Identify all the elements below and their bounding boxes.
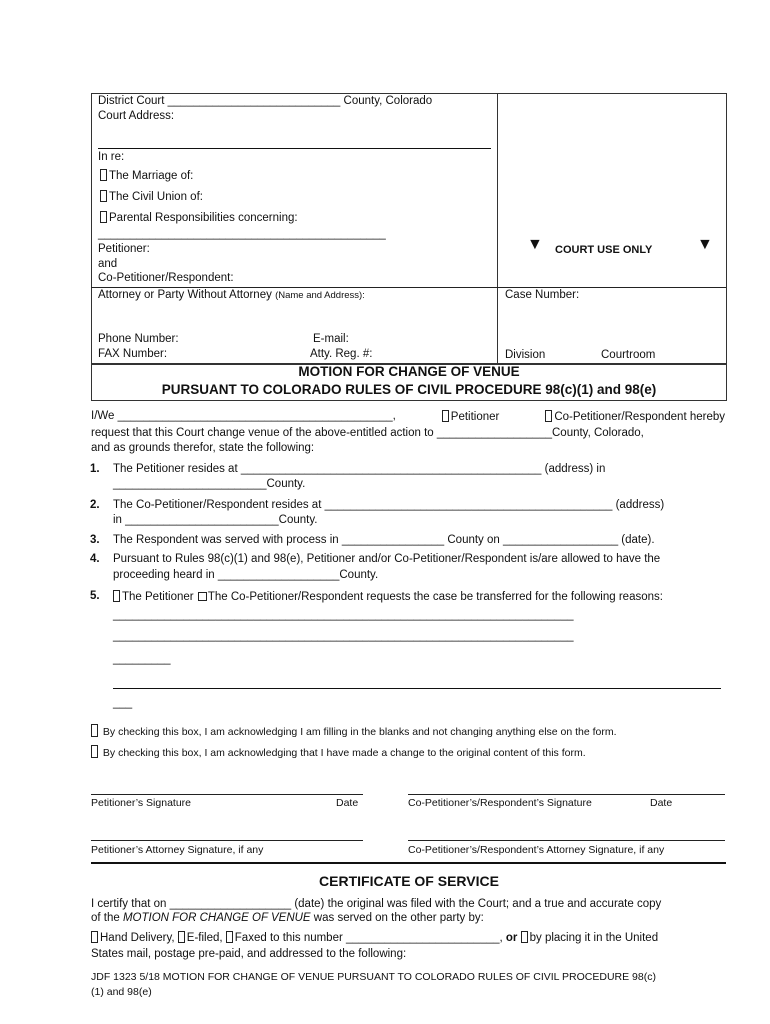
certificate-line2-suffix: was served on the other party by: (310, 912, 484, 924)
ack-2-label: By checking this box, I am acknowledging that I have made a change to the original content of this form. (102, 747, 586, 759)
title-line2: PURSUANT TO COLORADO RULES OF CIVIL PROCEDURE 98(c)(1) and 98(e) (161, 382, 657, 397)
ack-1-label: By checking this box, I am acknowledging I am filling in the blanks and not changing anything else on the form. (102, 726, 617, 738)
intro-line2: request that this Court change venue of the above-entitled action to __________________County, Colorado, (91, 427, 644, 439)
attorney-label-text: Attorney or Party Without Attorney (98, 289, 272, 301)
item-2-line2[interactable]: in ________________________County. (113, 514, 318, 526)
and-label: and (98, 258, 118, 270)
intro-copetitioner-checkbox[interactable] (545, 410, 552, 422)
item-5-line1 (113, 590, 663, 603)
ack-1[interactable] (91, 724, 617, 738)
certificate-line1[interactable]: I certify that on ___________________ (date) the original was filed with the Court; and a true and accurate copy (91, 898, 662, 910)
intro-petitioner-label: Petitioner (450, 411, 500, 423)
faxed-label[interactable]: Faxed to this number ________________________, (234, 932, 503, 944)
attorney-note: (Name and Address): (275, 290, 365, 301)
item-3-line1[interactable]: The Respondent was served with process in ________________ County on __________________ (date). (113, 534, 655, 546)
civil-union-checkbox[interactable] (100, 190, 107, 202)
intro-line3: and as grounds therefor, state the following: (91, 442, 315, 454)
intro-petitioner-option[interactable] (442, 410, 500, 423)
parental-checkbox[interactable] (100, 211, 107, 223)
caption-divider-attorney (91, 287, 726, 288)
hand-delivery-checkbox[interactable] (91, 931, 98, 943)
item-1-line2[interactable]: ________________________County. (113, 478, 306, 490)
petitioner-label: Petitioner: (98, 243, 150, 255)
petitioner-date-label: Date (336, 797, 359, 809)
item5-petitioner-checkbox[interactable] (113, 590, 120, 602)
email-label[interactable]: E-mail: (313, 333, 349, 345)
item-4-line1: Pursuant to Rules 98(c)(1) and 98(e), Petitioner and/or Co-Petitioner/Respondent is/are allowed to have the (113, 553, 661, 565)
certificate-line2-prefix: of the (91, 912, 123, 924)
reason-line-bold[interactable] (113, 688, 721, 689)
petitioner-signature-label: Petitioner’s Signature (91, 797, 192, 809)
court-line[interactable]: District Court ___________________________ County, Colorado (98, 95, 433, 107)
footer-line2: (1) and 98(e) (91, 986, 152, 998)
efiled-label: E-filed, (186, 932, 223, 944)
title-line1: MOTION FOR CHANGE OF VENUE (298, 364, 520, 379)
in-re-label: In re: (98, 151, 125, 163)
faxed-checkbox[interactable] (226, 931, 233, 943)
option-parental-label: Parental Responsibilities concerning: (109, 212, 298, 224)
marriage-checkbox[interactable] (100, 169, 107, 181)
intro-name-blank[interactable]: I/We ___________________________________________, (91, 410, 396, 422)
down-triangle-icon-left: ▼ (527, 236, 543, 253)
item-4-line2[interactable]: proceeding heard in ___________________County. (113, 569, 379, 581)
certificate-heading: CERTIFICATE OF SERVICE (319, 873, 499, 889)
intro-petitioner-checkbox[interactable] (442, 410, 449, 422)
item-5-number: 5. (90, 590, 100, 602)
mail-checkbox[interactable] (521, 931, 528, 943)
court-use-only: COURT USE ONLY (555, 244, 653, 256)
reason-line-2[interactable]: ________________________________________________________________________ (113, 630, 574, 642)
co-atty-signature-label: Co-Petitioner’s/Respondent’s Attorney Signature, if any (408, 844, 665, 856)
caption-divider-vertical (497, 93, 498, 363)
ack-2-checkbox[interactable] (91, 745, 98, 758)
intro-line1 (91, 410, 725, 423)
item-2-line1[interactable]: The Co-Petitioner/Respondent resides at _____________________________________________ (address) (113, 499, 665, 511)
certificate-delivery-options (91, 931, 658, 944)
fax-label[interactable]: FAX Number: (98, 348, 168, 360)
option-marriage[interactable] (100, 169, 193, 182)
co-atty-signature-line[interactable] (408, 840, 725, 841)
item5-copetitioner-label: The Co-Petitioner/Respondent requests the case be transferred for the following reasons: (207, 591, 663, 603)
hand-delivery-label: Hand Delivery, (100, 932, 175, 944)
intro-copetitioner-option[interactable] (545, 410, 725, 423)
intro-copetitioner-label: Co-Petitioner/Respondent hereby (554, 411, 725, 423)
reason-line-4[interactable]: ___ (113, 697, 133, 709)
phone-label[interactable]: Phone Number: (98, 333, 179, 345)
option-civil-union[interactable] (100, 190, 203, 203)
reason-line-1[interactable]: ________________________________________________________________________ (113, 609, 574, 621)
mail-label: by placing it in the United (529, 932, 659, 944)
petitioner-signature-line[interactable] (91, 794, 363, 795)
ack-1-checkbox[interactable] (91, 724, 98, 737)
item-1-line1[interactable]: The Petitioner resides at _______________________________________________ (address) in (113, 463, 606, 475)
footer-line1: JDF 1323 5/18 MOTION FOR CHANGE OF VENUE PURSUANT TO COLORADO RULES OF CIVIL PROCEDURE 98(c) (91, 971, 656, 983)
section-divider (91, 862, 726, 864)
reason-line-3[interactable]: _________ (113, 653, 171, 665)
certificate-line4: States mail, postage pre-paid, and addressed to the following: (91, 948, 407, 960)
attorney-label (98, 289, 365, 301)
court-address-label: Court Address: (98, 110, 175, 122)
co-petitioner-label: Co-Petitioner/Respondent: (98, 272, 234, 284)
atty-reg-label[interactable]: Atty. Reg. #: (310, 348, 373, 360)
item-2-number: 2. (90, 499, 100, 511)
option-civil-union-label: The Civil Union of: (109, 191, 203, 203)
pet-atty-signature-line[interactable] (91, 840, 363, 841)
or-label: or (505, 932, 518, 944)
option-marriage-label: The Marriage of: (109, 170, 194, 182)
certificate-line2 (91, 912, 484, 924)
efiled-checkbox[interactable] (178, 931, 185, 943)
division-label[interactable]: Division (505, 349, 546, 361)
case-number-label[interactable]: Case Number: (505, 289, 580, 301)
court-address-rule (98, 148, 491, 149)
ack-2[interactable] (91, 745, 586, 759)
item-3-number: 3. (90, 534, 100, 546)
party-blank[interactable]: _____________________________________________ (98, 228, 386, 240)
pet-atty-signature-label: Petitioner’s Attorney Signature, if any (91, 844, 264, 856)
item-1-number: 1. (90, 463, 100, 475)
option-parental[interactable] (100, 211, 298, 224)
co-signature-label: Co-Petitioner’s/Respondent’s Signature (408, 797, 592, 809)
item5-copetitioner-checkbox[interactable] (198, 592, 207, 601)
item5-petitioner-label: The Petitioner (122, 591, 194, 603)
co-date-label: Date (650, 797, 673, 809)
certificate-motion-title: MOTION FOR CHANGE OF VENUE (122, 912, 311, 924)
item-4-number: 4. (90, 553, 100, 565)
courtroom-label[interactable]: Courtroom (601, 349, 656, 361)
co-signature-line[interactable] (408, 794, 725, 795)
down-triangle-icon-right: ▼ (697, 236, 713, 253)
